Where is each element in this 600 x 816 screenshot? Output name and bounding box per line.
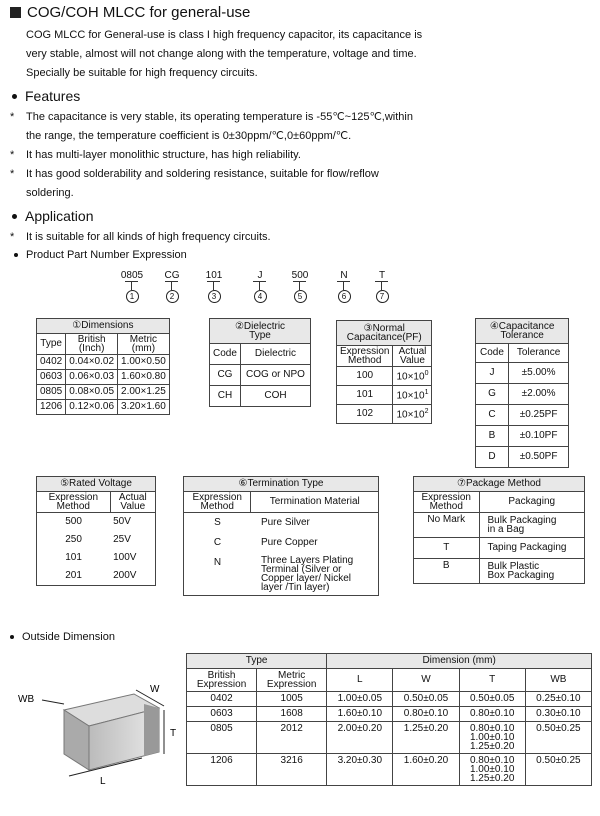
- table-cell: 0.30±0.10: [525, 707, 591, 722]
- table-row: [414, 559, 585, 584]
- table-cell: G: [476, 384, 509, 405]
- table-header: Code: [476, 344, 509, 363]
- table-cell: 0.80±0.10 1.00±0.10 1.25±0.20: [459, 754, 525, 786]
- table-cell: 0603: [187, 707, 257, 722]
- table-header: W: [393, 669, 459, 692]
- ppn-number: 7: [376, 290, 389, 303]
- feature-item: [10, 165, 590, 203]
- table-cell: 101: [37, 549, 111, 567]
- table-header: British (Inch): [66, 334, 118, 355]
- table-row: [476, 384, 569, 405]
- ppn-diagram: [118, 270, 408, 316]
- features-heading: [12, 88, 80, 104]
- table-cell: ±0.10PF: [508, 426, 568, 447]
- table-header: Actual Value: [110, 492, 155, 513]
- table-cell: 1.60±0.20: [393, 754, 459, 786]
- table-cell: 1.60±0.10: [327, 707, 393, 722]
- table-header: Dielectric: [240, 344, 310, 365]
- table-row: [187, 707, 592, 722]
- package-table: [413, 476, 585, 584]
- table-row: [184, 553, 379, 596]
- table-row: [37, 355, 170, 370]
- ppn-number: 5: [294, 290, 307, 303]
- table-cell: 0.80±0.10 1.00±0.10 1.25±0.20: [459, 722, 525, 754]
- table-cell: 25V: [110, 531, 155, 549]
- table-cell: No Mark: [414, 513, 480, 538]
- table-cell: 0.50±0.05: [393, 692, 459, 707]
- asterisk-icon: *: [10, 149, 15, 161]
- cap-exponent: 0: [424, 370, 429, 378]
- table-cell: COG or NPO: [240, 365, 310, 386]
- table-header: Tolerance: [508, 344, 568, 363]
- table-row: [37, 385, 170, 400]
- intro-line: very stable, almost will not change along with the temperature, voltage and time.: [26, 48, 417, 60]
- tolerance-title: ④Capacitance Tolerance: [476, 319, 569, 344]
- table-cell: 100V: [110, 549, 155, 567]
- table-cell: B: [414, 559, 480, 584]
- asterisk-icon: *: [10, 168, 15, 180]
- table-cell: 1.00±0.05: [327, 692, 393, 707]
- table-header: Termination Material: [251, 492, 379, 513]
- table-row: [476, 426, 569, 447]
- termination-title: ⑥Termination Type: [184, 477, 379, 492]
- table-cell: COH: [240, 386, 310, 407]
- ppn-code: 500: [291, 270, 309, 281]
- table-cell: 0.06×0.03: [66, 370, 118, 385]
- table-cell: 1.25±0.20: [393, 722, 459, 754]
- ppn-part: [368, 270, 396, 303]
- title-square-icon: [10, 7, 21, 18]
- application-heading: [12, 208, 94, 224]
- table-row: [476, 405, 569, 426]
- table-cell: 1608: [257, 707, 327, 722]
- table-row: [37, 400, 170, 415]
- table-row: [414, 538, 585, 559]
- cap-value: 10×10: [396, 409, 425, 421]
- cap-exponent: 1: [424, 389, 429, 397]
- table-cell: S: [184, 513, 251, 534]
- table-header: Expression Method: [184, 492, 251, 513]
- voltage-title: ⑤Rated Voltage: [37, 477, 156, 492]
- voltage-table: [36, 476, 156, 586]
- table-row: [210, 365, 311, 386]
- table-cell: 1.00×0.50: [118, 355, 170, 370]
- page-title-text: COG/COH MLCC for general-use: [27, 4, 251, 21]
- table-cell: 50V: [110, 513, 155, 532]
- feature-line: It has multi-layer monolithic structure, has high reliability.: [26, 149, 301, 161]
- bullet-icon: [12, 214, 17, 219]
- feature-line: It has good solderability and soldering resistance, suitable for flow/reflow: [26, 168, 379, 180]
- ppn-part: [330, 270, 358, 303]
- table-row: [37, 370, 170, 385]
- table-cell: CH: [210, 386, 241, 407]
- table-row: [184, 513, 379, 534]
- bullet-icon: [12, 94, 17, 99]
- table-cell: Pure Silver: [251, 513, 379, 534]
- table-header: Type: [37, 334, 66, 355]
- table-cell: ±0.50PF: [508, 447, 568, 468]
- outside-heading-text: Outside Dimension: [22, 631, 115, 643]
- table-cell: Taping Packaging: [479, 538, 585, 559]
- intro-line: Specially be suitable for high frequency circuits.: [26, 67, 258, 79]
- intro-paragraph: [26, 26, 586, 83]
- ppn-part: [118, 270, 146, 303]
- ppn-code: T: [378, 270, 386, 281]
- table-header: T: [459, 669, 525, 692]
- dimension-header: Dimension (mm): [327, 654, 592, 669]
- page-title: [10, 4, 250, 21]
- table-cell: 0.12×0.06: [66, 400, 118, 415]
- ppn-code: N: [340, 270, 348, 281]
- table-cell: Bulk Packaging in a Bag: [479, 513, 585, 538]
- table-row: [37, 549, 156, 567]
- table-cell: C: [476, 405, 509, 426]
- table-row: [37, 513, 156, 532]
- table-row: [476, 447, 569, 468]
- capacitance-title: ③Normal Capacitance(PF): [337, 321, 432, 346]
- table-cell: 1206: [37, 400, 66, 415]
- ppn-number: 2: [166, 290, 179, 303]
- table-row: [337, 367, 432, 386]
- feature-item: [10, 146, 590, 165]
- table-row: [37, 531, 156, 549]
- table-cell: 0402: [187, 692, 257, 707]
- table-cell: N: [184, 553, 251, 596]
- table-row: [476, 363, 569, 384]
- feature-line: the range, the temperature coefficient is 0±30ppm/℃,0±60ppm/℃.: [26, 130, 352, 142]
- table-cell: [393, 405, 432, 424]
- table-row: [210, 386, 311, 407]
- ppn-code: 0805: [120, 270, 144, 281]
- ppn-number: 4: [254, 290, 267, 303]
- dim-line-wb: [42, 700, 64, 704]
- table-cell: 0402: [37, 355, 66, 370]
- table-header: Actual Value: [393, 346, 432, 367]
- table-cell: T: [414, 538, 480, 559]
- table-cell: 500: [37, 513, 111, 532]
- table-cell: 250: [37, 531, 111, 549]
- tolerance-table: [475, 318, 569, 468]
- ppn-part: [286, 270, 314, 303]
- asterisk-icon: *: [10, 111, 15, 123]
- features-list: [10, 108, 590, 203]
- table-header: L: [327, 669, 393, 692]
- ppn-part: [200, 270, 228, 303]
- termination-table: [183, 476, 379, 596]
- asterisk-icon: *: [10, 231, 15, 243]
- dielectric-title: ②Dielectric Type: [210, 319, 311, 344]
- table-cell: 0.80±0.10: [459, 707, 525, 722]
- table-row: [187, 754, 592, 786]
- table-cell: 0.80±0.10: [393, 707, 459, 722]
- table-cell: CG: [210, 365, 241, 386]
- table-row: [414, 513, 585, 538]
- application-heading-text: Application: [25, 208, 94, 224]
- application-text: It is suitable for all kinds of high frequency circuits.: [26, 231, 271, 243]
- table-cell: ±5.00%: [508, 363, 568, 384]
- table-cell: 0603: [37, 370, 66, 385]
- table-cell: ±0.25PF: [508, 405, 568, 426]
- label-wb: WB: [18, 694, 35, 705]
- features-heading-text: Features: [25, 88, 81, 104]
- dimensions-table: [36, 318, 170, 415]
- table-cell: 2012: [257, 722, 327, 754]
- table-header: Packaging: [479, 492, 585, 513]
- dielectric-table: [209, 318, 311, 407]
- dimensions-title: ①Dimensions: [37, 319, 170, 334]
- table-cell: 0.04×0.02: [66, 355, 118, 370]
- table-cell: 0.25±0.10: [525, 692, 591, 707]
- capacitance-table: [336, 320, 432, 424]
- table-cell: 0805: [37, 385, 66, 400]
- table-cell: J: [476, 363, 509, 384]
- table-header: Metric (mm): [118, 334, 170, 355]
- table-cell: Three Layers Plating Terminal (Silver or Copper layer/ Nickel layer /Tin layer): [251, 553, 379, 596]
- table-row: [337, 405, 432, 424]
- table-cell: 1.60×0.80: [118, 370, 170, 385]
- table-cell: 201: [37, 567, 111, 586]
- ppn-part: [158, 270, 186, 303]
- ppn-code: 101: [205, 270, 223, 281]
- table-row: [337, 386, 432, 405]
- table-cell: 0.50±0.25: [525, 722, 591, 754]
- table-row: [187, 692, 592, 707]
- table-cell: 3216: [257, 754, 327, 786]
- ppn-number: 6: [338, 290, 351, 303]
- intro-line: COG MLCC for General-use is class I high frequency capacitor, its capacitance is: [26, 29, 423, 41]
- table-cell: B: [476, 426, 509, 447]
- table-row: [184, 533, 379, 553]
- ppn-heading: [14, 249, 187, 261]
- table-cell: Bulk Plastic Box Packaging: [479, 559, 585, 584]
- feature-item: [10, 108, 590, 146]
- table-cell: 102: [337, 405, 393, 424]
- table-cell: D: [476, 447, 509, 468]
- table-cell: 0.50±0.05: [459, 692, 525, 707]
- table-row: [37, 567, 156, 586]
- chip-terminal: [144, 704, 159, 756]
- table-cell: 2.00×1.25: [118, 385, 170, 400]
- table-cell: [393, 386, 432, 405]
- chip-diagram: [14, 680, 184, 792]
- table-cell: 1206: [187, 754, 257, 786]
- label-l: L: [100, 776, 106, 787]
- table-cell: [393, 367, 432, 386]
- application-item: [10, 228, 271, 247]
- cap-value: 10×10: [396, 371, 425, 383]
- table-header: British Expression: [187, 669, 257, 692]
- table-cell: 0805: [187, 722, 257, 754]
- feature-line: soldering.: [26, 187, 74, 199]
- table-cell: 0.50±0.25: [525, 754, 591, 786]
- bullet-icon: [10, 635, 14, 639]
- feature-line: The capacitance is very stable, its operating temperature is -55℃~125℃,within: [26, 111, 413, 123]
- table-cell: 101: [337, 386, 393, 405]
- ppn-code: CG: [164, 270, 180, 281]
- ppn-part: [246, 270, 274, 303]
- table-cell: 3.20×1.60: [118, 400, 170, 415]
- bullet-icon: [14, 253, 18, 257]
- ppn-number: 3: [208, 290, 221, 303]
- package-title: ⑦Package Method: [414, 477, 585, 492]
- label-t: T: [170, 728, 177, 739]
- cap-exponent: 2: [424, 408, 429, 416]
- table-cell: Pure Copper: [251, 533, 379, 553]
- table-cell: 200V: [110, 567, 155, 586]
- table-cell: ±2.00%: [508, 384, 568, 405]
- ppn-number: 1: [126, 290, 139, 303]
- table-header: Expression Method: [414, 492, 480, 513]
- table-row: [187, 722, 592, 754]
- cap-value: 10×10: [396, 390, 425, 402]
- table-cell: C: [184, 533, 251, 553]
- table-cell: 3.20±0.30: [327, 754, 393, 786]
- outside-heading: [10, 631, 115, 643]
- label-w: W: [150, 684, 160, 695]
- table-cell: 2.00±0.20: [327, 722, 393, 754]
- type-header: Type: [187, 654, 327, 669]
- table-header: Expression Method: [37, 492, 111, 513]
- outside-dimension-table: [186, 653, 592, 786]
- table-cell: 1005: [257, 692, 327, 707]
- table-cell: 0.08×0.05: [66, 385, 118, 400]
- ppn-heading-text: Product Part Number Expression: [26, 249, 187, 261]
- table-header: Code: [210, 344, 241, 365]
- ppn-code: J: [257, 270, 263, 281]
- table-header: Expression Method: [337, 346, 393, 367]
- table-cell: 100: [337, 367, 393, 386]
- table-header: Metric Expression: [257, 669, 327, 692]
- table-header: WB: [525, 669, 591, 692]
